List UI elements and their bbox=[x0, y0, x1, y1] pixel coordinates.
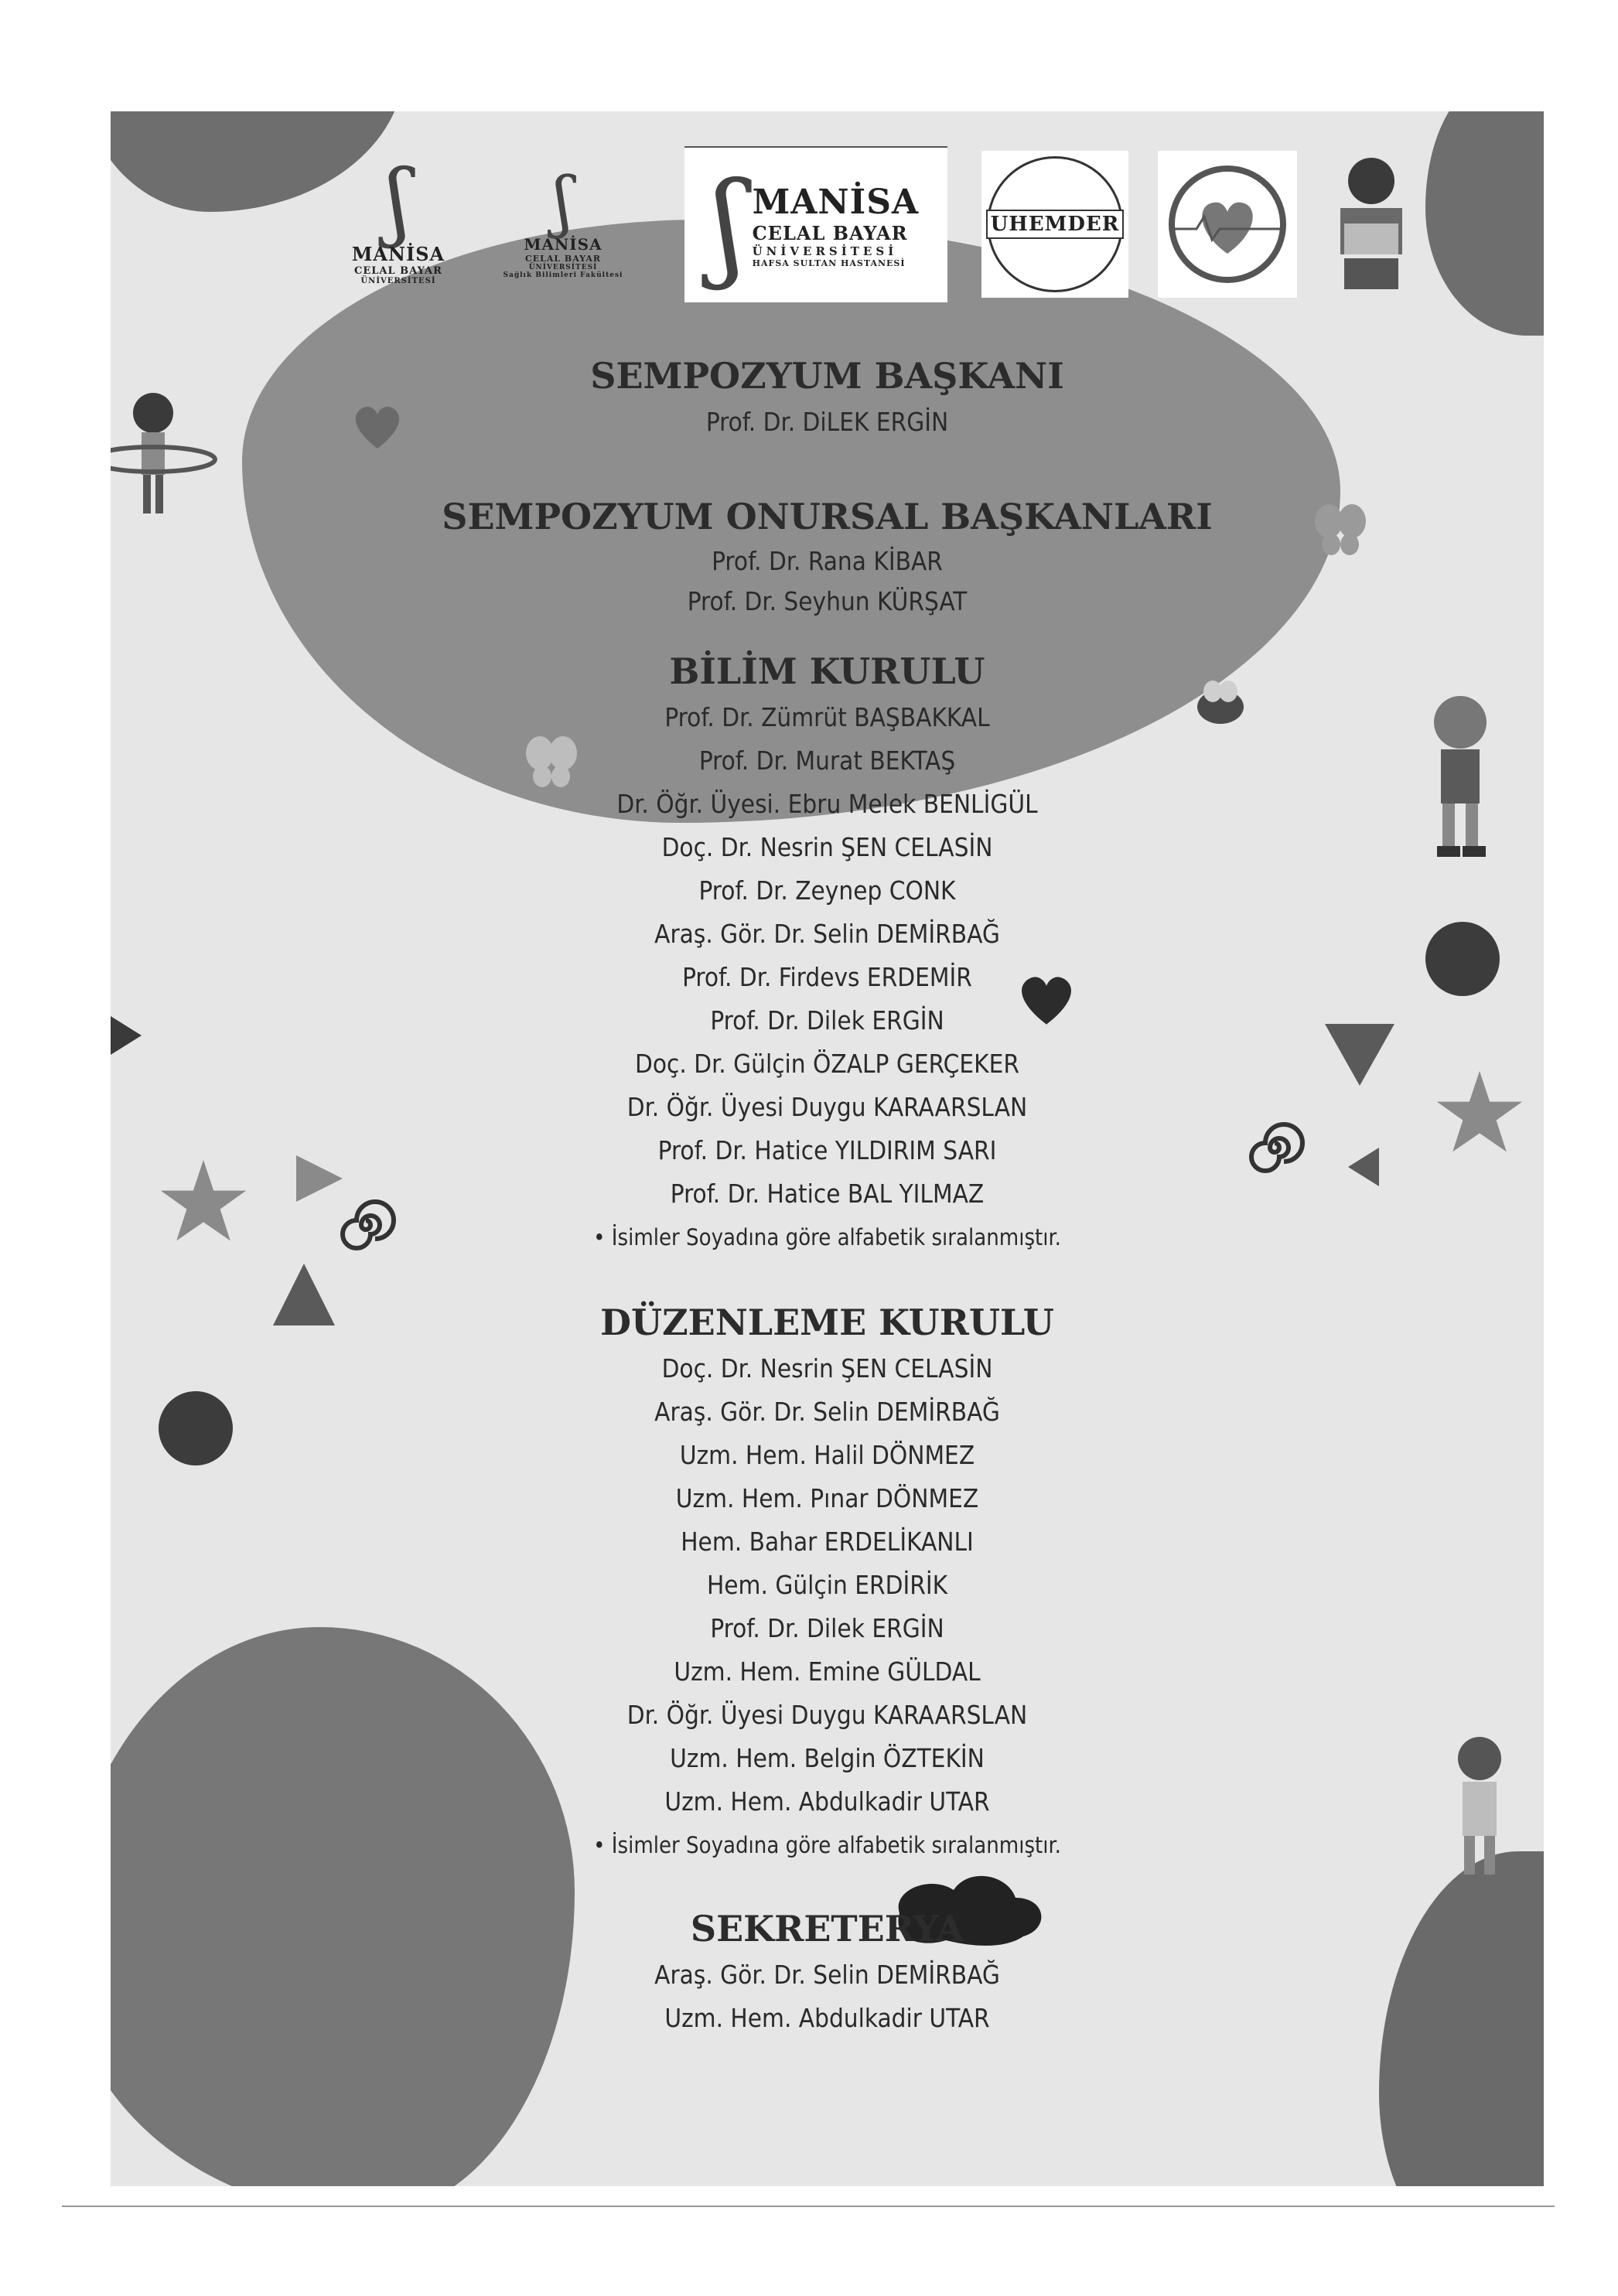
science-member: Prof. Dr. Firdevs ERDEMİR bbox=[682, 962, 972, 992]
secretariat-member: Araş. Gör. Dr. Selin DEMİRBAĞ bbox=[654, 1960, 1000, 1990]
child-reading-illustration bbox=[1317, 150, 1425, 297]
heart-logo-icon bbox=[1166, 162, 1289, 286]
science-member: Prof. Dr. Dilek ERGİN bbox=[710, 1005, 944, 1035]
poster-background bbox=[111, 111, 1544, 2186]
organizing-member: Uzm. Hem. Emine GÜLDAL bbox=[674, 1656, 981, 1687]
logo-uhemder: UHEMDER bbox=[981, 151, 1128, 298]
logo-saglik-bilimleri: ʃ MANİSA CELAL BAYAR ÜNİVERSİTESİ Sağlık Bilimleri Fakültesi bbox=[503, 162, 623, 279]
organizing-member: Prof. Dr. Dilek ERGİN bbox=[710, 1613, 944, 1643]
science-sort-note: • İsimler Soyadına göre alfabetik sıralanmıştır. bbox=[593, 1224, 1061, 1250]
secretariat-member: Uzm. Hem. Abdulkadir UTAR bbox=[664, 2003, 990, 2033]
flame-logo-icon: ʃ bbox=[554, 162, 572, 241]
organizing-member: Uzm. Hem. Belgin ÖZTEKİN bbox=[670, 1743, 985, 1773]
main-content bbox=[111, 351, 1544, 2040]
organizing-sort-note: • İsimler Soyadına göre alfabetik sıralanmıştır. bbox=[593, 1832, 1061, 1858]
science-member: Dr. Öğr. Üyesi. Ebru Melek BENLİGÜL bbox=[616, 789, 1038, 819]
honorary-name: Prof. Dr. Rana KİBAR bbox=[712, 546, 943, 576]
organizing-member: Doç. Dr. Nesrin ŞEN CELASİN bbox=[661, 1353, 993, 1383]
top-right-blob bbox=[1425, 111, 1544, 336]
organizing-member: Araş. Gör. Dr. Selin DEMİRBAĞ bbox=[654, 1397, 1000, 1427]
science-member: Prof. Dr. Zeynep CONK bbox=[698, 875, 956, 906]
science-member: Araş. Gör. Dr. Selin DEMİRBAĞ bbox=[654, 919, 1000, 949]
organizing-member: Dr. Öğr. Üyesi Duygu KARAARSLAN bbox=[626, 1700, 1028, 1730]
organizing-committee-heading: DÜZENLEME KURULU bbox=[600, 1302, 1054, 1343]
president-name: Prof. Dr. DiLEK ERGİN bbox=[705, 407, 949, 437]
secretariat-heading: SEKRETERYA bbox=[690, 1908, 964, 1950]
organizing-member: Uzm. Hem. Abdulkadir UTAR bbox=[664, 1786, 990, 1817]
logo-hafsa-sultan-hastanesi: ʃ MANİSA CELAL BAYAR ÜNİVERSİTESİ HAFSA SULTAN HASTANESİ bbox=[684, 146, 947, 302]
page-bottom-rule bbox=[62, 2206, 1555, 2207]
president-heading: SEMPOZYUM BAŞKANI bbox=[590, 355, 1064, 397]
science-committee-heading: BİLİM KURULU bbox=[669, 650, 985, 692]
organizing-member: Uzm. Hem. Pınar DÖNMEZ bbox=[675, 1483, 979, 1513]
logo-manisa-celal-bayar: ʃ MANİSA CELAL BAYAR ÜNİVERSİTESİ bbox=[351, 150, 445, 285]
honorary-heading: SEMPOZYUM ONURSAL BAŞKANLARI bbox=[442, 496, 1213, 537]
science-member: Dr. Öğr. Üyesi Duygu KARAARSLAN bbox=[626, 1092, 1028, 1122]
science-member: Doç. Dr. Gülçin ÖZALP GERÇEKER bbox=[635, 1049, 1019, 1079]
flame-logo-icon: ʃ bbox=[712, 158, 745, 292]
organizing-member: Uzm. Hem. Halil DÖNMEZ bbox=[679, 1440, 975, 1470]
organizing-member: Hem. Bahar ERDELİKANLI bbox=[681, 1527, 974, 1557]
organizing-member: Hem. Gülçin ERDİRİK bbox=[706, 1570, 948, 1600]
logo-heart-circle bbox=[1158, 151, 1297, 298]
science-member: Prof. Dr. Hatice BAL YILMAZ bbox=[670, 1179, 985, 1209]
honorary-name: Prof. Dr. Seyhun KÜRŞAT bbox=[687, 586, 968, 616]
science-member: Prof. Dr. Murat BEKTAŞ bbox=[698, 745, 956, 776]
science-member: Prof. Dr. Zümrüt BAŞBAKKAL bbox=[664, 702, 990, 732]
science-member: Prof. Dr. Hatice YILDIRIM SARI bbox=[657, 1135, 997, 1165]
science-member: Doç. Dr. Nesrin ŞEN CELASİN bbox=[661, 832, 993, 862]
flame-logo-icon: ʃ bbox=[387, 150, 410, 250]
